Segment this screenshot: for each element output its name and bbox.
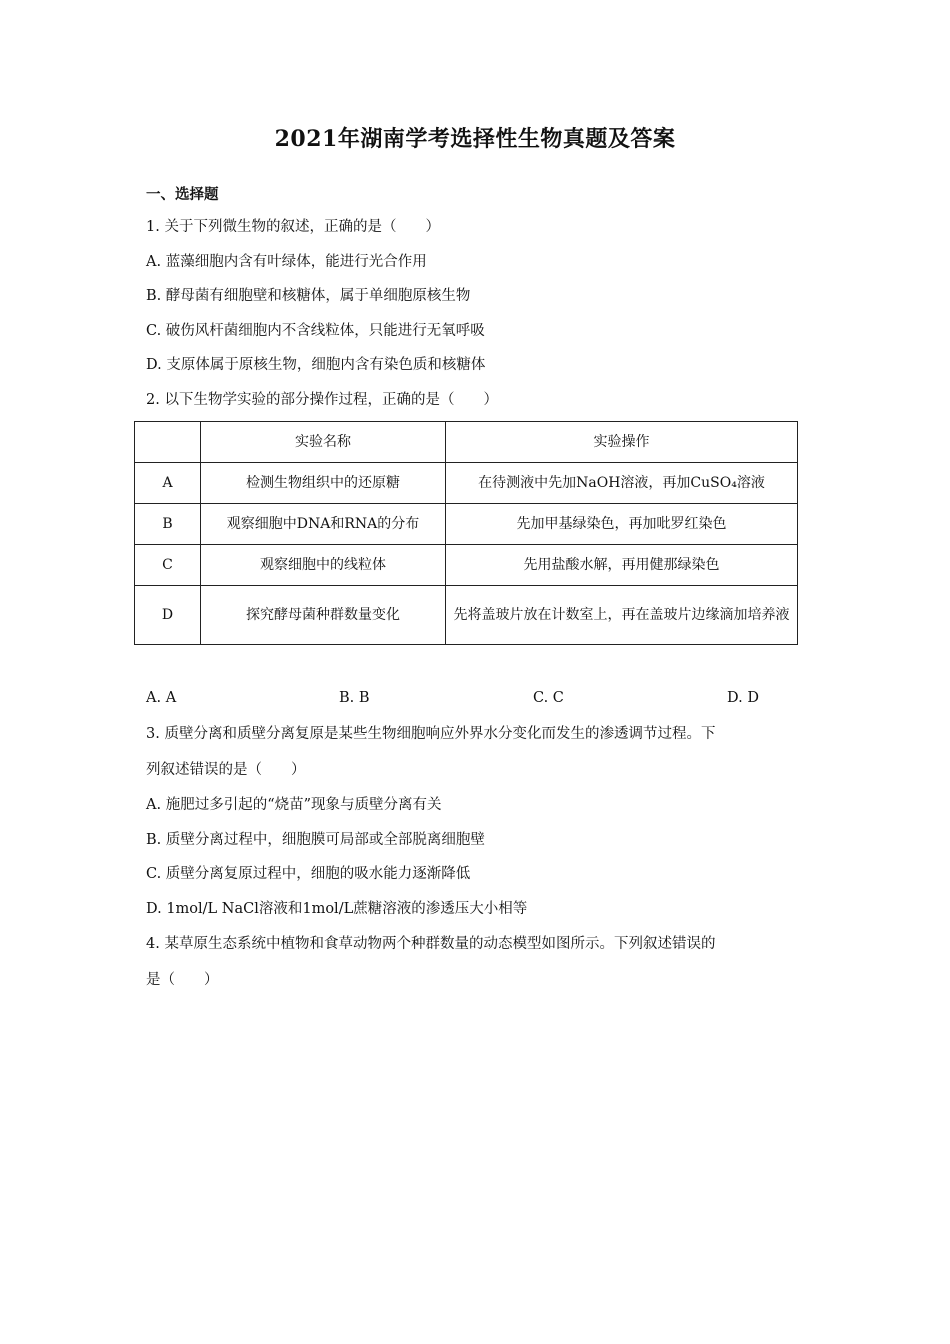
experiment-operation: 在待测液中先加NaOH溶液，再加CuSO₄溶液 — [446, 463, 798, 504]
question-4-stem-line-2: 是（ ） — [146, 972, 219, 988]
table-header-row — [135, 422, 798, 463]
question-4-stem-line-1: 4. 某草原生态系统中植物和食草动物两个种群数量的动态模型如图所示。下列叙述错误的 — [146, 936, 716, 952]
section-heading: 一、选择题 — [146, 186, 219, 203]
question-2-option-c: C. C — [533, 690, 564, 706]
question-2-option-b: B. B — [339, 690, 370, 706]
experiment-operation: 先将盖玻片放在计数室上，再在盖玻片边缘滴加培养液 — [446, 586, 798, 645]
experiment-name: 观察细胞中的线粒体 — [201, 545, 446, 586]
question-3-option-a: A. 施肥过多引起的“烧苗”现象与质壁分离有关 — [146, 797, 442, 813]
question-1-option-b: B. 酵母菌有细胞壁和核糖体，属于单细胞原核生物 — [146, 288, 471, 304]
experiment-operation: 先用盐酸水解，再用健那绿染色 — [446, 545, 798, 586]
question-1-option-d: D. 支原体属于原核生物，细胞内含有染色质和核糖体 — [146, 357, 486, 373]
experiment-operation: 先加甲基绿染色，再加吡罗红染色 — [446, 504, 798, 545]
table-row — [135, 463, 798, 504]
table-header-cell: 实验操作 — [446, 422, 798, 463]
question-3-option-d: D. 1mol/L NaCl溶液和1mol/L蔗糖溶液的渗透压大小相等 — [146, 901, 528, 917]
question-3-option-c: C. 质壁分离复原过程中，细胞的吸水能力逐渐降低 — [146, 866, 471, 882]
question-3-stem-line-2: 列叙述错误的是（ ） — [146, 762, 306, 778]
table-header-cell: 实验名称 — [201, 422, 446, 463]
question-1-stem: 1. 关于下列微生物的叙述，正确的是（ ） — [146, 219, 440, 235]
table-row — [135, 545, 798, 586]
question-1-option-c: C. 破伤风杆菌细胞内不含线粒体，只能进行无氧呼吸 — [146, 323, 485, 339]
row-label: D — [135, 586, 201, 645]
question-2-option-a: A. A — [146, 690, 177, 706]
table-row — [135, 504, 798, 545]
experiment-name: 探究酵母菌种群数量变化 — [201, 586, 446, 645]
row-label: B — [135, 504, 201, 545]
table-header-cell — [135, 422, 201, 463]
row-label: A — [135, 463, 201, 504]
question-1-option-a: A. 蓝藻细胞内含有叶绿体，能进行光合作用 — [146, 254, 427, 270]
question-3-stem-line-1: 3. 质壁分离和质壁分离复原是某些生物细胞响应外界水分变化而发生的渗透调节过程。下 — [146, 726, 716, 742]
experiment-name: 检测生物组织中的还原糖 — [201, 463, 446, 504]
question-3-option-b: B. 质壁分离过程中，细胞膜可局部或全部脱离细胞壁 — [146, 832, 485, 848]
question-2-stem: 2. 以下生物学实验的部分操作过程，正确的是（ ） — [146, 392, 498, 408]
table-row — [135, 586, 798, 645]
experiment-name: 观察细胞中DNA和RNA的分布 — [201, 504, 446, 545]
experiment-table — [134, 421, 798, 645]
row-label: C — [135, 545, 201, 586]
question-2-option-d: D. D — [727, 690, 759, 706]
page-title: 2021年湖南学考选择性生物真题及答案 — [274, 126, 676, 152]
